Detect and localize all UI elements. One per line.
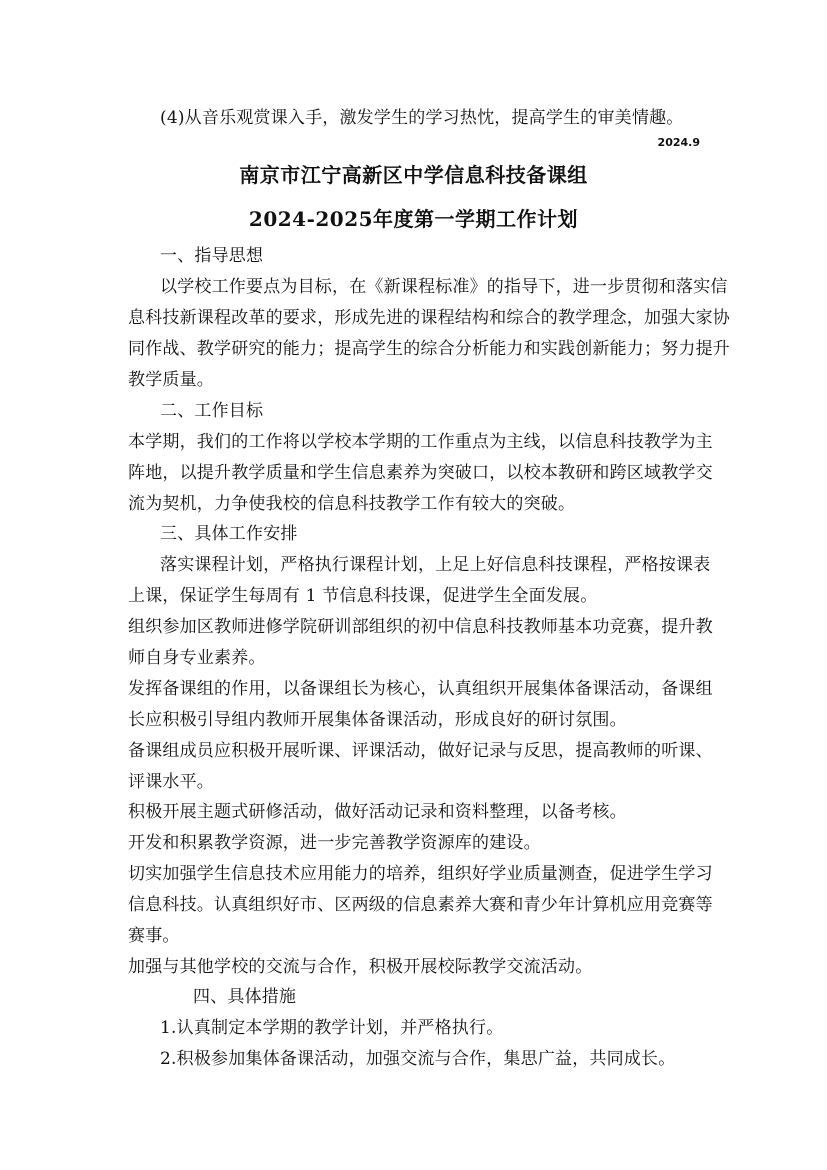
paragraph-line: 阵地，以提升教学质量和学生信息素养为突破口，以校本教研和跨区域教学交 [128, 463, 713, 483]
list-item: 2.积极参加集体备课活动，加强交流与合作，集思广益，共同成长。 [160, 1049, 676, 1069]
paragraph-line: 落实课程计划，严格执行课程计划，上足上好信息科技课程，严格按课表 [160, 555, 711, 575]
paragraph-line: 流为契机，力争使我校的信息科技教学工作有较大的突破。 [128, 494, 576, 514]
paragraph-line: 赛事。 [128, 926, 180, 946]
list-item: 1.认真制定本学期的教学计划，并严格执行。 [160, 1018, 504, 1038]
paragraph-line: 息科技新课程改革的要求，形成先进的课程结构和综合的教学理念，加强大家协 [128, 308, 730, 328]
paragraph-line: 开发和积累教学资源，进一步完善教学资源库的建设。 [128, 833, 541, 853]
section-heading-4: 四、具体措施 [193, 987, 297, 1007]
paragraph-line: 积极开展主题式研修活动，做好活动记录和资料整理，以备考核。 [128, 802, 627, 822]
paragraph-line: 备课组成员应积极开展听课、评课活动，做好记录与反思，提高教师的听课、 [128, 741, 713, 761]
section-heading-1: 一、指导思想 [160, 246, 264, 266]
paragraph-line: 组织参加区教师进修学院研训部组织的初中信息科技教师基本功竞赛，提升教 [128, 617, 713, 637]
section-heading-3: 三、具体工作安排 [160, 524, 298, 544]
paragraph-line: 本学期，我们的工作将以学校本学期的工作重点为主线，以信息科技教学为主 [128, 432, 713, 452]
paragraph-line: 同作战、教学研究的能力；提高学生的综合分析能力和实践创新能力；努力提升 [128, 339, 730, 359]
paragraph-line: 加强与其他学校的交流与合作，积极开展校际教学交流活动。 [128, 957, 593, 977]
paragraph-line: 发挥备课组的作用，以备课组长为核心，认真组织开展集体备课活动，备课组 [128, 679, 713, 699]
title-school: 南京市江宁高新区中学信息科技备课组 [239, 163, 588, 187]
paragraph-line: 评课水平。 [128, 772, 214, 792]
title-plan: 2024-2025年度第一学期工作计划 [248, 207, 579, 231]
paragraph-line: 长应积极引导组内教师开展集体备课活动，形成良好的研讨氛围。 [128, 710, 627, 730]
paragraph-line: 教学质量。 [128, 370, 214, 390]
paragraph-line: 信息科技。认真组织好市、区两级的信息素养大赛和青少年计算机应用竞赛等 [128, 895, 713, 915]
intro-line: (4)从音乐观赏课入手，激发学生的学习热忱，提高学生的审美情趣。 [160, 108, 684, 128]
paragraph-line: 以学校工作要点为目标，在《新课程标准》的指导下，进一步贯彻和落实信 [160, 277, 728, 297]
paragraph-line: 师自身专业素养。 [128, 648, 266, 668]
date-label: 2024.9 [657, 136, 700, 149]
paragraph-line: 上课，保证学生每周有 1 节信息科技课，促进学生全面发展。 [128, 586, 598, 606]
section-heading-2: 二、工作目标 [160, 401, 264, 421]
paragraph-line: 切实加强学生信息技术应用能力的培养，组织好学业质量测查，促进学生学习 [128, 864, 713, 884]
